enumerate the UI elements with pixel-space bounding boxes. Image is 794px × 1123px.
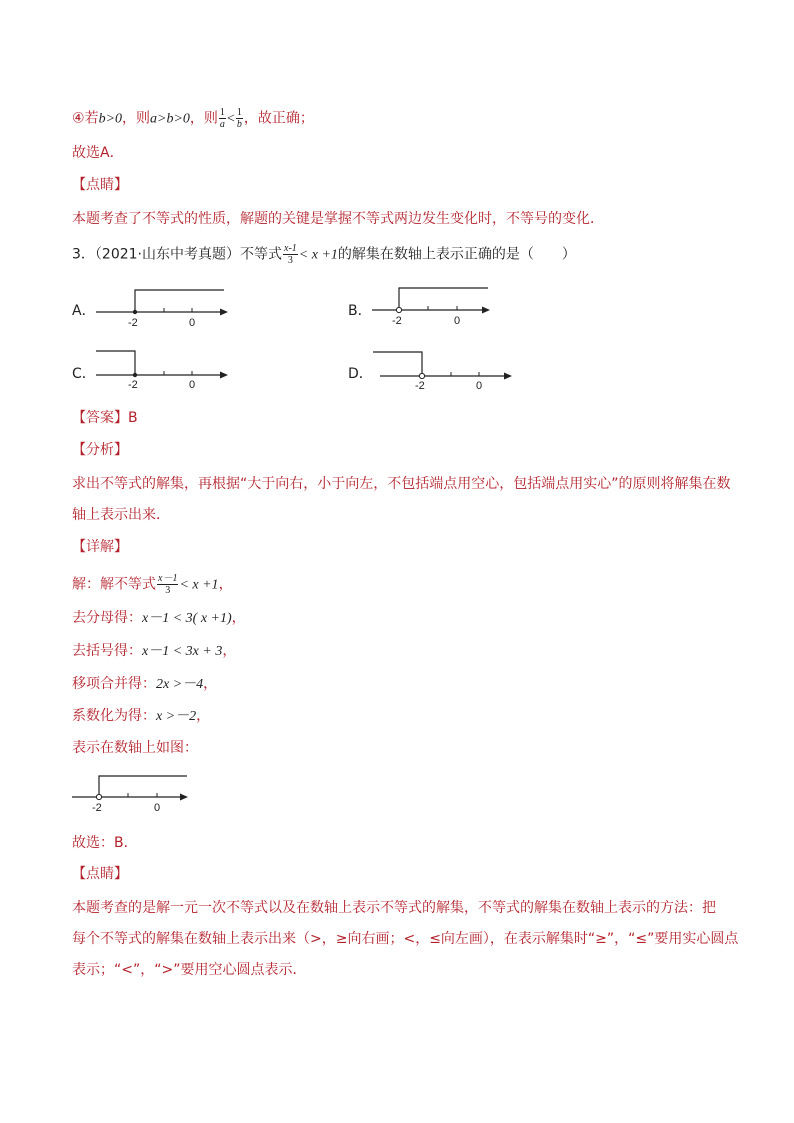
guxuan-line: 故选：B． [72,835,138,851]
solution-ray [96,351,135,375]
question-suffix: 的解集在数轴上表示正确的是（ ） [337,246,576,263]
tick-label-neg2: -2 [392,315,402,327]
step-4: 移项合并得：2x >－4， [72,676,218,692]
dianjing2-line-2: 每个不等式的解集在数轴上表示出来（>，≥向右画；<，≤向左画），在表示解集时“≥”，“≤”要用实心圆点 [72,931,739,947]
step-5: 系数化为得：x >－2， [72,708,211,724]
solid-dot [133,373,137,377]
arrow-head [220,309,228,316]
answer-value: B [128,410,138,426]
step-1-fraction: $\frac{x-1}{3}$ [158,573,178,596]
tick-label-neg2: -2 [415,380,425,392]
solution-axis [70,770,210,820]
option-a-label: A． [72,303,96,319]
tag-xiangjie: 【详解】 [72,539,128,555]
lt-sign: < [226,111,235,127]
tick-label-zero: 0 [476,380,483,392]
fenxi-line-2: 轴上表示出来． [72,507,170,523]
arrow-head [482,307,490,314]
line-1 [72,107,314,130]
tick-label-zero: 0 [154,802,161,814]
hollow-dot [419,373,424,378]
answer-line [72,408,138,428]
dianjing2-line-1: 本题考查的是解一元一次不等式以及在数轴上表示不等式的解集，不等式的解集在数轴上表示的方法：把 [72,900,716,916]
solution-ray [99,776,187,795]
solution-ray [373,352,422,374]
step-1: 解：解不等式 $\frac{x-1}{3}$ < x +1， [72,573,233,596]
step-2: 去分母得：x－1 < 3( x +1)， [72,610,246,626]
arrow-head [180,794,188,801]
fenxi-line-1: 求出不等式的解集，再根据“大于向右，小于向左，不包括端点用空心，包括端点用实心”的原则将解集在数 [72,476,731,492]
solution-ray [135,290,224,312]
option-b-label: B． [348,303,372,319]
dianjing2-line-3: 表示；“<”，“>”要用空心圆点表示． [72,962,307,978]
option-c-label: C． [72,366,96,382]
question-ineq: < x +1 [298,247,338,263]
question-prefix: 3．（2021·山东中考真题）不等式 [72,246,282,263]
tag-answer: 【答案】 [72,410,128,426]
text-ruo: 若 [84,110,99,127]
option-c-axis [92,345,252,395]
question-fraction: $\frac{x-1}{3}$ [284,243,297,266]
tag-fenxi: 【分析】 [72,442,128,458]
tag-dianjing: 【点睛】 [72,177,128,193]
text-tail: ，故正确； [243,110,314,127]
hollow-dot [396,307,401,312]
option-d-label: D． [348,366,373,382]
circle-number: ④ [72,110,85,127]
line-2: 故选A． [72,145,124,161]
text-ze2: ，则 [189,110,218,127]
step-3: 去括号得：x－1 < 3x + 3， [72,643,237,659]
step-6: 表示在数轴上如图： [72,740,198,756]
solution-ray [399,288,488,308]
hollow-dot [96,794,101,799]
dianjing-text: 本题考查了不等式的性质，解题的关键是掌握不等式两边发生变化时，不等号的变化． [72,211,604,227]
tag-dianjing-2: 【点睛】 [72,866,128,882]
tick-label-zero: 0 [189,317,196,329]
tick-label-zero: 0 [454,315,461,327]
option-d-axis [370,345,540,395]
solid-dot [133,310,137,314]
text-ze1: ，则 [122,110,151,127]
arrow-head [220,372,228,379]
tick-label-neg2: -2 [128,317,138,329]
option-a-axis [92,285,252,335]
math-cond1: b>0 [98,111,123,127]
option-b-axis [368,283,528,333]
question-line [72,243,576,266]
arrow-head [504,373,512,380]
tick-label-neg2: -2 [128,379,138,391]
tick-label-zero: 0 [189,379,196,391]
math-cond2: a>b>0 [150,111,190,127]
fraction-1-over-a: $\frac{1}{a}$ [219,107,225,130]
fraction-1-over-b: $\frac{1}{b}$ [236,107,242,130]
tick-label-neg2: -2 [92,802,102,814]
